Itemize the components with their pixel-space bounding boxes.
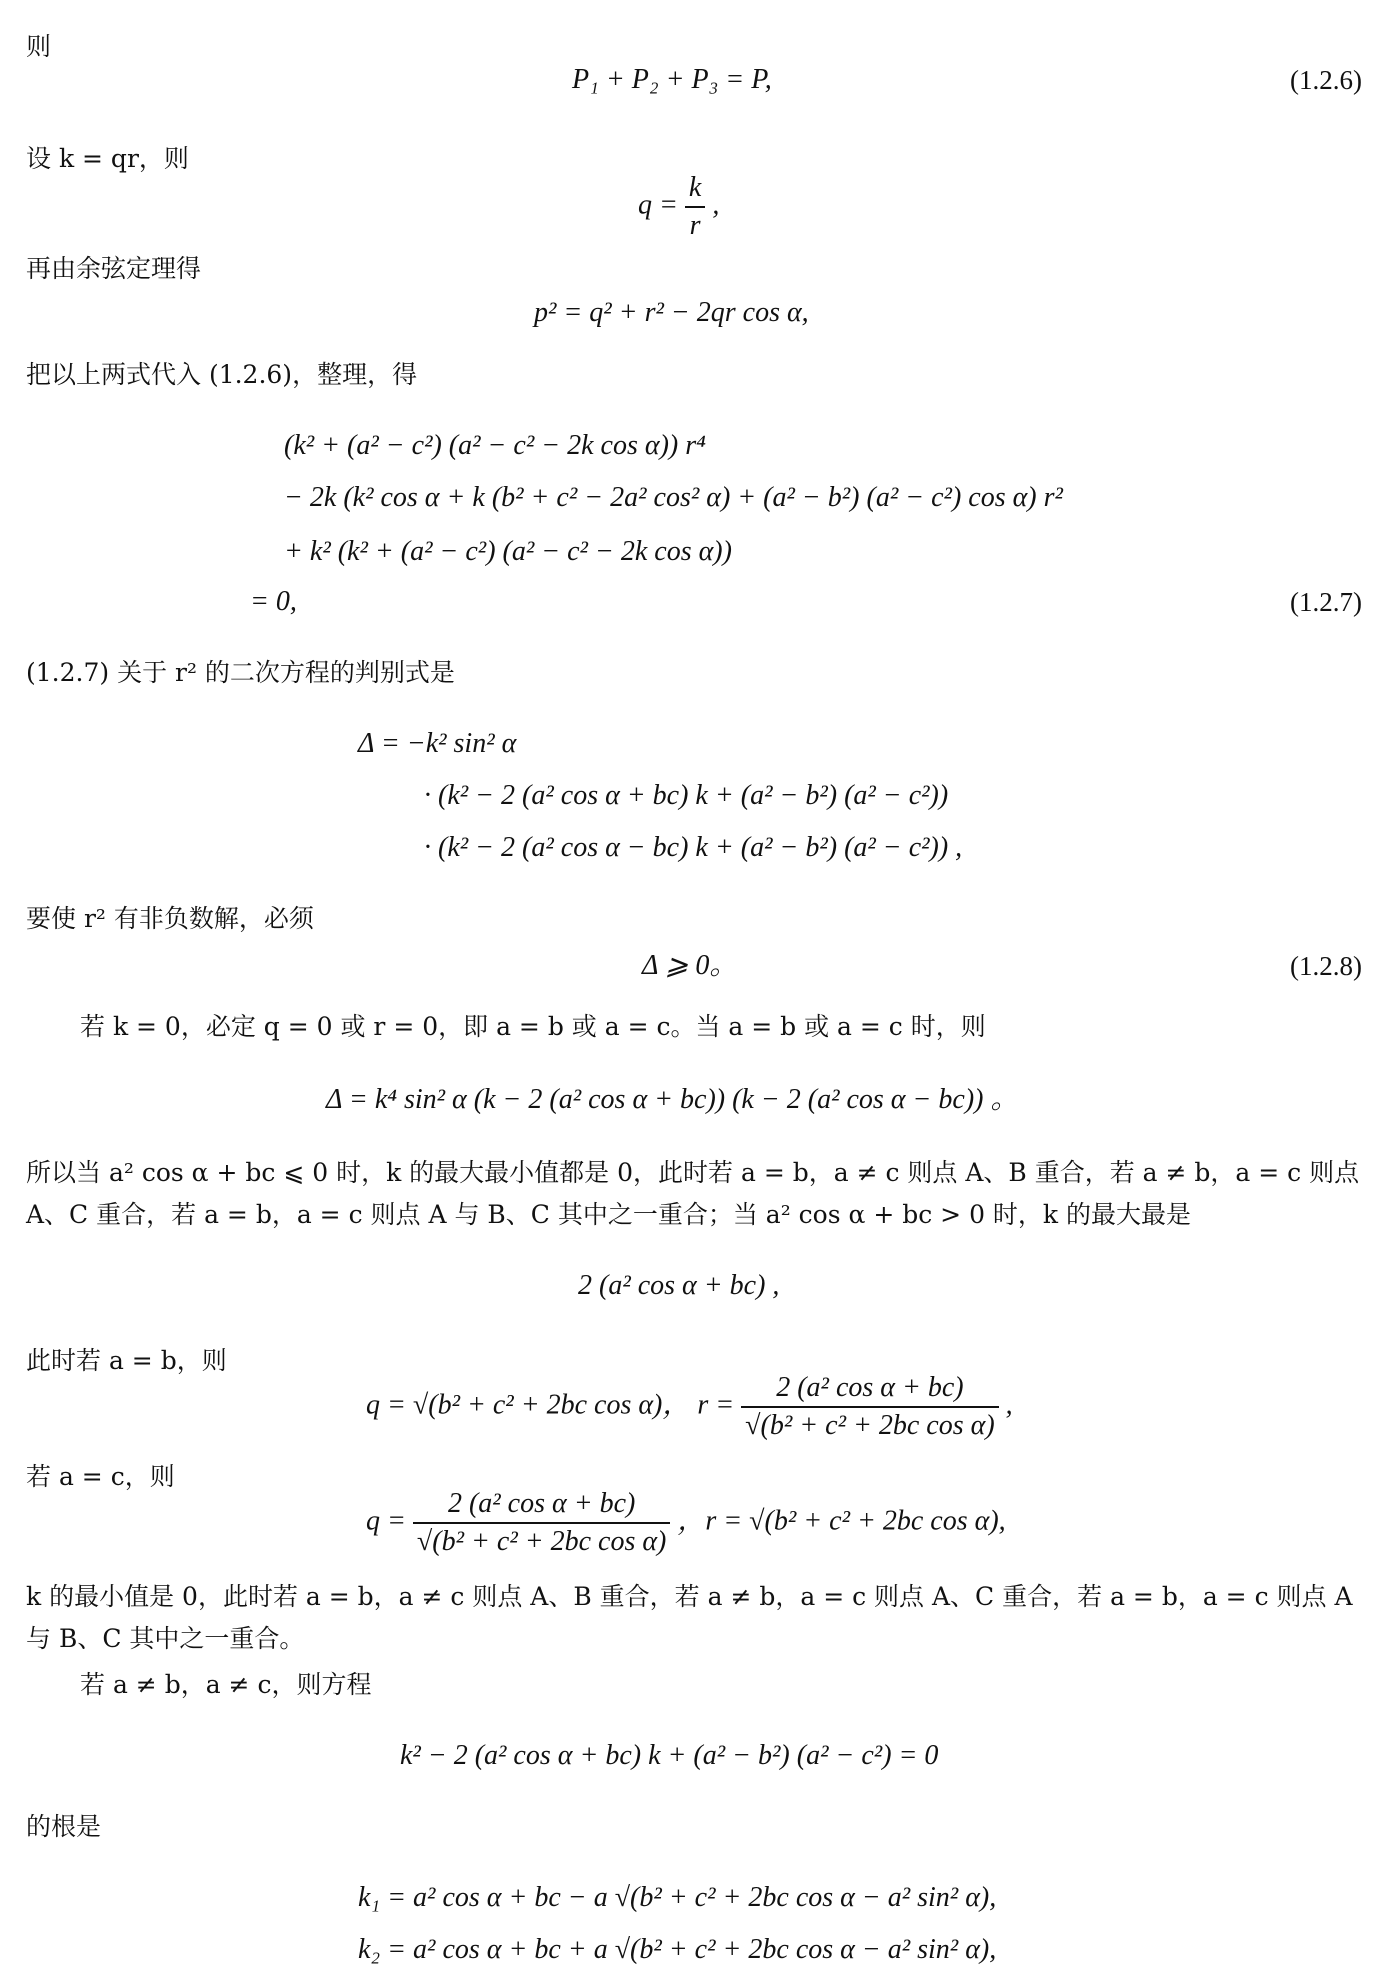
fraction [413,1486,670,1560]
equation-discriminant-line2: · (k² − 2 (a² cos α + bc) k + (a² − b²) (a² − c²)) [424,780,949,811]
text-line: 若 a ≠ b，a ≠ c，则方程 [80,1670,372,1699]
paragraph: 所以当 a² cos α + bc ⩽ 0 时，k 的最大最小值都是 0，此时若 a = b，a ≠ c 则点 A、B 重合，若 a ≠ b，a = c 则点 A、C 重合，若 a = b，a = c 则点 A 与 B、C 其中之一重合；当 a² cos α + bc > 0 时，k 的最大最是 [26,1158,1360,1229]
denominator: r [689,210,701,241]
eq-part: q = [638,189,678,221]
equation-quadratic: k² − 2 (a² cos α + bc) k + (a² − b²) (a² − c²) = 0 [400,1740,939,1771]
fraction [741,1370,998,1444]
equation-case-a-eq-c [366,1486,1006,1560]
text-line: 把以上两式代入 (1.2.6)，整理，得 [26,360,418,389]
equation-1-2-8: Δ ⩾ 0。 [642,950,738,981]
equation-root-k2: k₂ = a² cos α + bc + a √(b² + c² + 2bc cos α − a² sin² α), [358,1934,997,1965]
eq-part: q = [366,1505,406,1537]
eq-part: , [712,189,720,221]
text-line: 若 k = 0，必定 q = 0 或 r = 0，即 a = b 或 a = c。当 a = b 或 a = c 时，则 [80,1012,986,1041]
equation-1-2-7-line4: = 0, [250,586,297,617]
text-line: 此时若 a = b，则 [26,1346,227,1375]
denominator: √(b² + c² + 2bc cos α) [745,1410,995,1441]
numerator: 2 (a² cos α + bc) [413,1486,670,1524]
numerator: k [685,170,705,208]
numerator: 2 (a² cos α + bc) [741,1370,998,1408]
text-line: 则 [26,32,52,61]
text-line: 若 a = c，则 [26,1462,175,1491]
equation-discriminant-line1: Δ = −k² sin² α [358,728,517,759]
equation-1-2-7-line1: (k² + (a² − c²) (a² − c² − 2k cos α)) r⁴ [284,430,706,461]
equation-number: (1.2.8) [1290,951,1362,981]
text-line: (1.2.7) 关于 r² 的二次方程的判别式是 [26,658,455,687]
equation-root-k1: k₁ = a² cos α + bc − a √(b² + c² + 2bc cos α − a² sin² α), [358,1882,997,1913]
equation-number: (1.2.6) [1290,65,1362,95]
equation-case-a-eq-b [366,1370,1013,1444]
text-line: 要使 r² 有非负数解，必须 [26,904,314,933]
eq-part: r = [697,1389,735,1421]
equation-1-2-7-line2: − 2k (k² cos α + k (b² + c² − 2a² cos² α) + (a² − b²) (a² − c²) cos α) r² [284,482,1063,513]
paragraph: k 的最小值是 0，此时若 a = b，a ≠ c 则点 A、B 重合，若 a ≠ b，a = c 则点 A、C 重合，若 a = b，a = c 则点 A 与 B、C 其中之一重合。 [26,1582,1353,1653]
text-line: 的根是 [26,1812,102,1841]
fraction [685,170,705,244]
equation-1-2-7-line3: + k² (k² + (a² − c²) (a² − c² − 2k cos α)) [284,536,732,567]
equation-q [638,170,719,244]
eq-part: , [1005,1389,1013,1421]
text-line: 再由余弦定理得 [26,254,202,283]
equation-discriminant-k0: Δ = k⁴ sin² α (k − 2 (a² cos α + bc)) (k − 2 (a² cos α − bc)) 。 [326,1084,1019,1115]
equation-1-2-6: P₁ + P₂ + P₃ = P, [572,64,772,95]
text-line: 设 k = qr，则 [26,144,189,173]
denominator: √(b² + c² + 2bc cos α) [416,1526,667,1557]
equation-cosine-law: p² = q² + r² − 2qr cos α, [534,297,809,328]
eq-part: ，r = √(b² + c² + 2bc cos α), [677,1505,1006,1537]
eq-part: q = √(b² + c² + 2bc cos α)， [366,1389,691,1421]
equation-discriminant-line3: · (k² − 2 (a² cos α − bc) k + (a² − b²) (a² − c²)) , [424,832,963,863]
equation-k-max: 2 (a² cos α + bc) , [578,1270,780,1301]
equation-number: (1.2.7) [1290,587,1362,617]
